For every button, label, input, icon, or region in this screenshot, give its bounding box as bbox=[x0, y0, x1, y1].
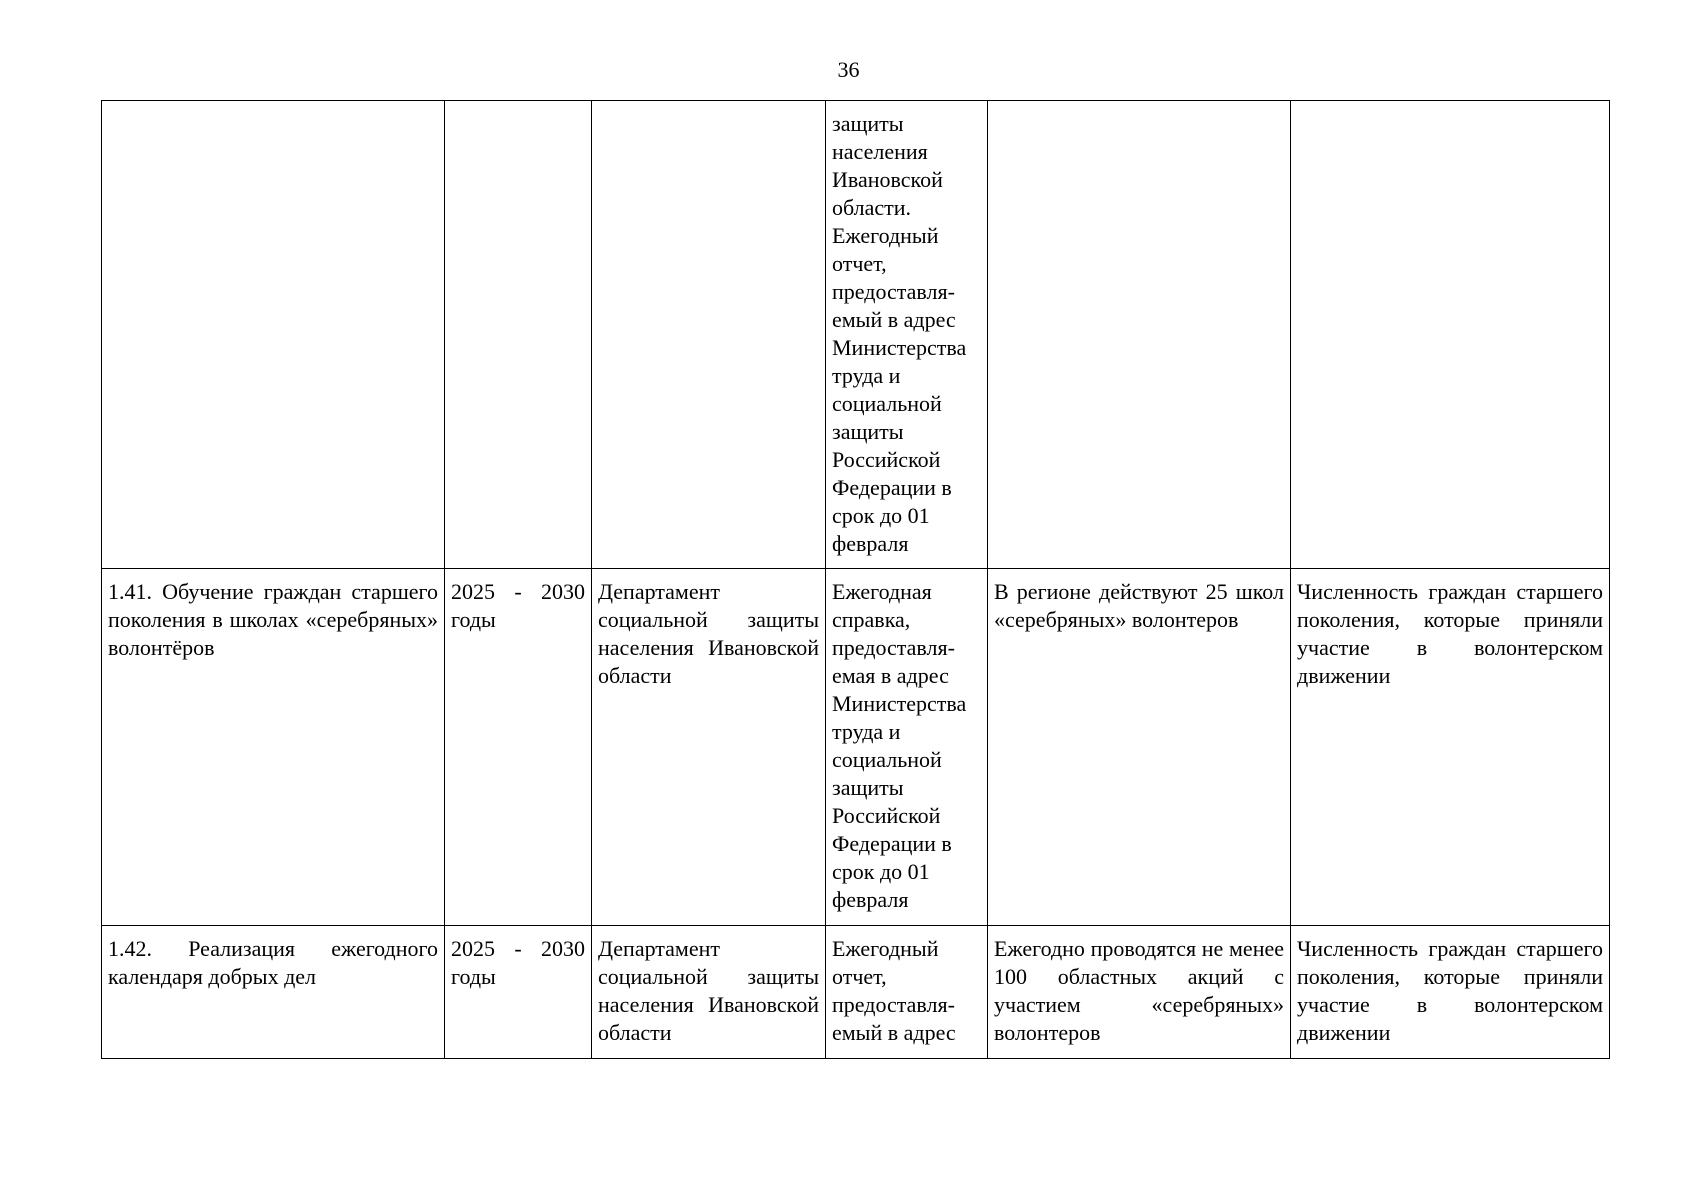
measures-table bbox=[101, 100, 1610, 1059]
report-form-cell: Ежегодный отчет, предоставля- емый в адрес bbox=[826, 926, 988, 1059]
period-cell: 2025 - 2030 годы bbox=[445, 569, 592, 926]
measure-cell: 1.42. Реализация ежегодного календаря добрых дел bbox=[102, 926, 445, 1059]
indicator-cell: Численность граждан старшего поколения, которые приняли участие в волонтерском движении bbox=[1291, 569, 1610, 926]
report-form-cell: защиты населения Ивановской области. Ежегодный отчет, предоставля- емый в адрес Министерства труда и социальной защиты Российской Федерации в срок до 01 февраля bbox=[826, 101, 988, 569]
table-row bbox=[102, 926, 1610, 1059]
measure-cell: 1.41. Обучение граждан старшего поколения в школах «серебряных» волонтёров bbox=[102, 569, 445, 926]
table-row bbox=[102, 569, 1610, 926]
executor-cell: Департамент социальной защиты населения Ивановской области bbox=[592, 569, 826, 926]
period-cell bbox=[445, 101, 592, 569]
table-row bbox=[102, 101, 1610, 569]
period-cell: 2025 - 2030 годы bbox=[445, 926, 592, 1059]
result-cell bbox=[988, 101, 1291, 569]
report-form-cell: Ежегодная справка, предоставля- емая в адрес Министерства труда и социальной защиты Российской Федерации в срок до 01 февраля bbox=[826, 569, 988, 926]
page-number: 36 bbox=[837, 57, 860, 82]
result-cell: Ежегодно проводятся не менее 100 областных акций с участием «серебряных» волонтеров bbox=[988, 926, 1291, 1059]
result-cell: В регионе действуют 25 школ «серебряных» волонтеров bbox=[988, 569, 1291, 926]
indicator-cell bbox=[1291, 101, 1610, 569]
executor-cell: Департамент социальной защиты населения Ивановской области bbox=[592, 926, 826, 1059]
indicator-cell: Численность граждан старшего поколения, которые приняли участие в волонтерском движении bbox=[1291, 926, 1610, 1059]
executor-cell bbox=[592, 101, 826, 569]
measure-cell bbox=[102, 101, 445, 569]
